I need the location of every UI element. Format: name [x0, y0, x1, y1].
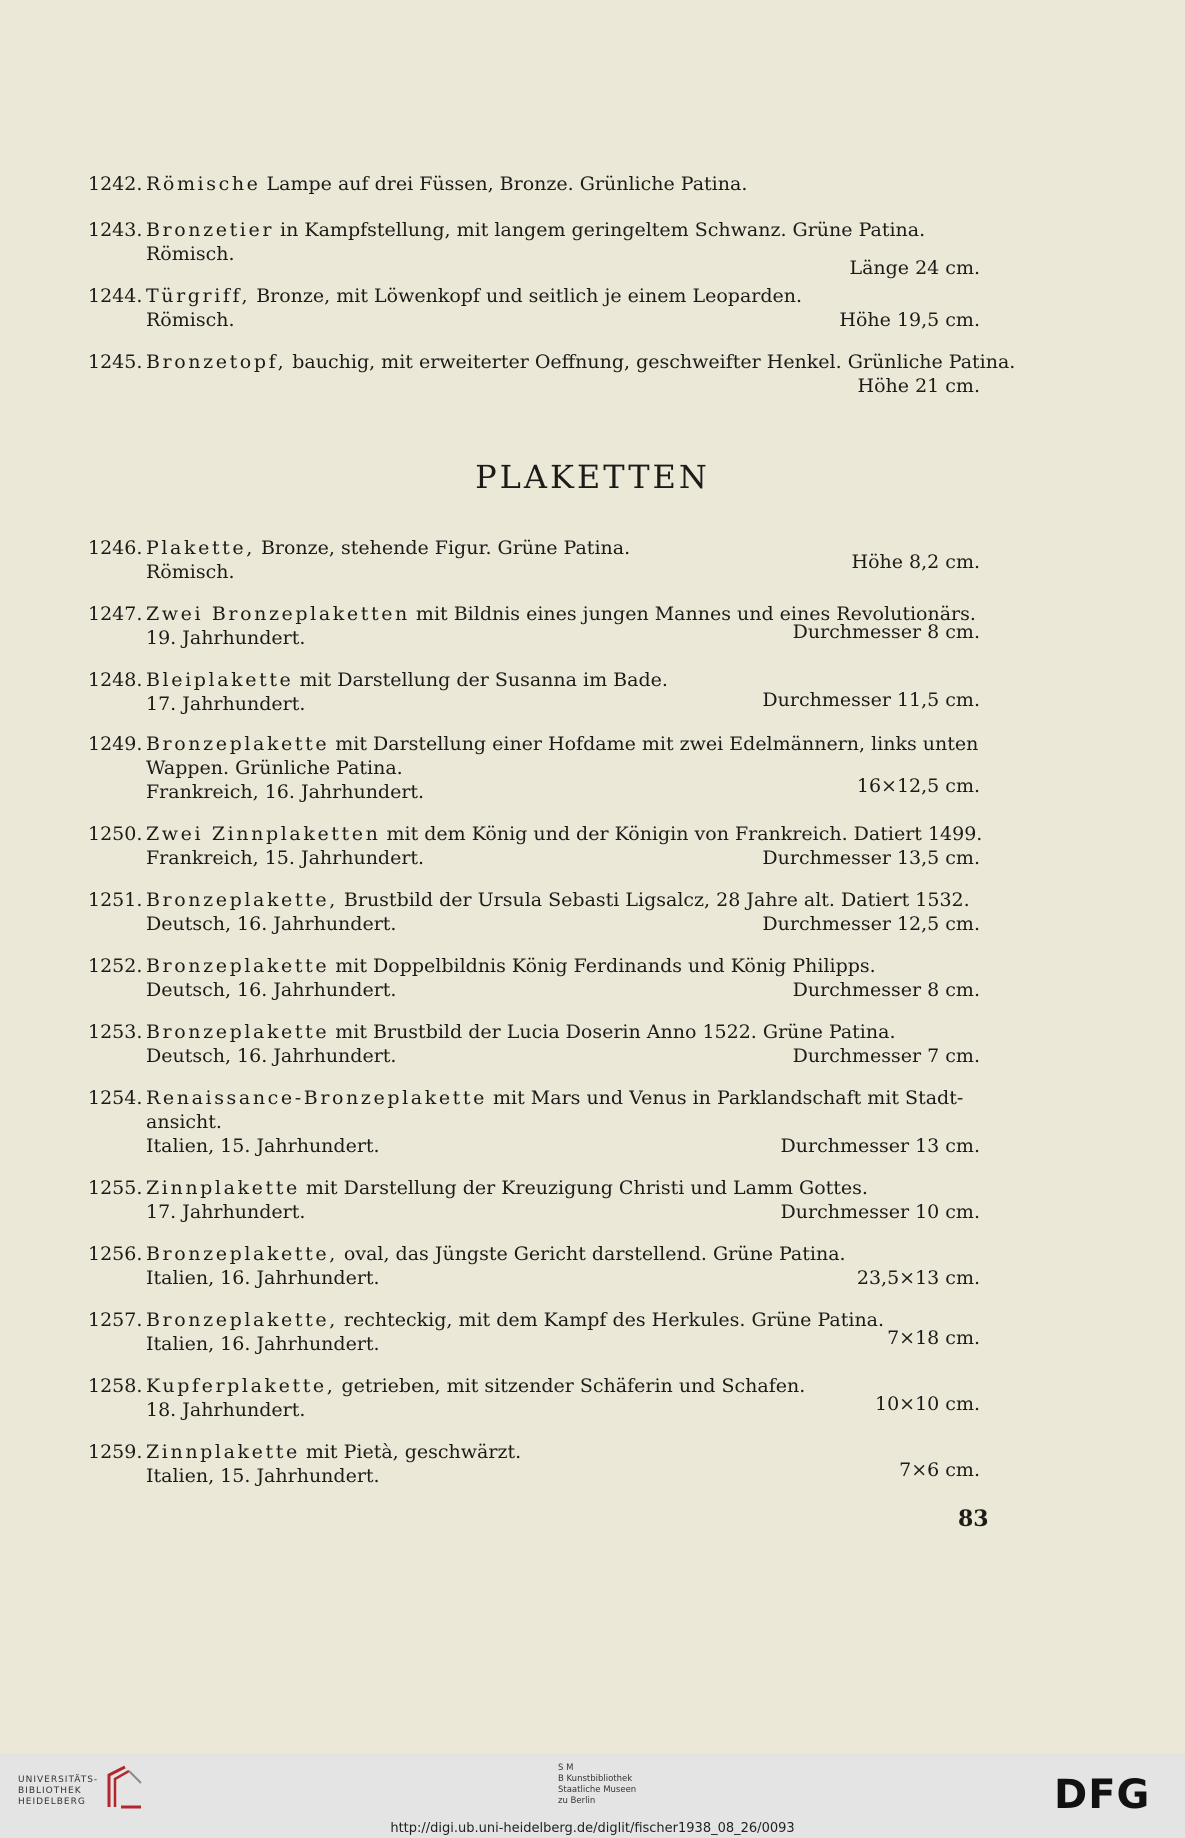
entry-origin: 18. Jahrhundert.: [146, 1399, 306, 1421]
catalog-entry: [88, 888, 980, 936]
entry-text: bauchig, mit erweiterter Oeffnung, geschweifter Henkel. Grünliche Patina.: [286, 351, 1016, 373]
entry-measure: Durchmesser 13,5 cm.: [762, 847, 980, 869]
document-url[interactable]: http://digi.ub.uni-heidelberg.de/diglit/fischer1938_08_26/0093: [390, 1821, 795, 1836]
catalog-entry: [88, 350, 1016, 398]
entry-origin: Deutsch, 16. Jahrhundert.: [146, 1045, 397, 1067]
entry-text: mit Bildnis eines jungen Mannes und eines Revolutionärs.: [409, 603, 976, 625]
sm-kunstbibliothek-label[interactable]: [558, 1763, 636, 1807]
entry-text: mit Darstellung der Kreuzigung Christi und Lamm Gottes.: [299, 1177, 868, 1199]
entry-number: 1252.: [88, 955, 143, 977]
entry-measure: Höhe 8,2 cm.: [851, 551, 980, 573]
entry-text: Bronze, stehende Figur. Grüne Patina.: [254, 537, 631, 559]
viewer-footer: [0, 1753, 1185, 1838]
catalog-entry: [88, 1374, 980, 1422]
entry-title: Bronzetopf,: [146, 351, 287, 373]
entry-title: Zwei Zinnplaketten: [146, 823, 381, 845]
entry-origin: Italien, 15. Jahrhundert.: [146, 1465, 380, 1487]
entry-number: 1258.: [88, 1375, 143, 1397]
catalog-entry: [88, 602, 980, 650]
entry-origin: Wappen. Grünliche Patina.: [146, 757, 403, 779]
catalog-entry: [88, 1086, 980, 1158]
sm-line: B Kunstbibliothek: [558, 1774, 633, 1784]
entry-text: mit Pietà, geschwärzt.: [299, 1441, 522, 1463]
entry-title: Römische: [146, 173, 261, 195]
entry-origin: Italien, 16. Jahrhundert.: [146, 1267, 380, 1289]
catalog-entry: [88, 668, 980, 716]
entry-title: Kupferplakette,: [146, 1375, 336, 1397]
entry-title: Zinnplakette: [146, 1441, 300, 1463]
entry-title: Renaissance-Bronzeplakette: [146, 1087, 487, 1109]
entry-measure: Durchmesser 12,5 cm.: [762, 913, 980, 935]
entry-measure: Höhe 19,5 cm.: [839, 309, 980, 331]
catalog-entry: [88, 284, 980, 332]
entry-origin: 19. Jahrhundert.: [146, 627, 306, 649]
catalog-entry: [88, 536, 980, 584]
heidelberg-logo-icon[interactable]: [105, 1763, 145, 1811]
page-number: 83: [958, 1506, 989, 1532]
entry-measure: Durchmesser 8 cm.: [792, 979, 980, 1001]
entry-origin: Römisch.: [146, 243, 235, 265]
entry-origin: 17. Jahrhundert.: [146, 1201, 306, 1223]
catalog-entry: [88, 822, 983, 870]
catalog-entry: [88, 1308, 980, 1356]
entry-text: mit Doppelbildnis König Ferdinands und König Philipps.: [329, 955, 876, 977]
entry-number: 1246.: [88, 537, 143, 559]
entry-measure: 7×18 cm.: [887, 1327, 980, 1349]
entry-origin: Deutsch, 16. Jahrhundert.: [146, 913, 397, 935]
university-library-label[interactable]: [18, 1775, 98, 1808]
entry-title: Bronzetier: [146, 219, 275, 241]
entry-text: mit Darstellung der Susanna im Bade.: [293, 669, 668, 691]
entry-origin: ansicht.: [146, 1111, 222, 1133]
catalog-entry: [88, 172, 980, 196]
entry-origin: Deutsch, 16. Jahrhundert.: [146, 979, 397, 1001]
entry-title: Bronzeplakette,: [146, 889, 338, 911]
entry-text: Brustbild der Ursula Sebasti Ligsalcz, 28 Jahre alt. Datiert 1532.: [337, 889, 970, 911]
sm-line: Staatliche Museen: [558, 1785, 637, 1795]
entry-number: 1253.: [88, 1021, 143, 1043]
entry-origin: Italien, 15. Jahrhundert.: [146, 1135, 380, 1157]
entry-measure: Höhe 21 cm.: [857, 375, 980, 397]
entry-origin: Frankreich, 16. Jahrhundert.: [146, 781, 425, 803]
uni-line: HEIDELBERG: [18, 1797, 86, 1807]
entry-origin: Römisch.: [146, 561, 235, 583]
entry-text: in Kampfstellung, mit langem geringeltem Schwanz. Grüne Patina.: [274, 219, 926, 241]
entry-number: 1259.: [88, 1441, 143, 1463]
entry-title: Bronzeplakette: [146, 955, 330, 977]
entry-measure: Durchmesser 13 cm.: [780, 1135, 980, 1157]
entry-title: Zwei Bronzeplaketten: [146, 603, 410, 625]
entry-number: 1251.: [88, 889, 143, 911]
entry-number: 1245.: [88, 351, 143, 373]
catalog-entry: [88, 1020, 980, 1068]
entry-title: Bronzeplakette,: [146, 1309, 338, 1331]
entry-measure: Durchmesser 8 cm.: [792, 621, 980, 643]
entry-measure: Durchmesser 10 cm.: [780, 1201, 980, 1223]
catalog-entry: [88, 954, 980, 1002]
entry-text: Bronze, mit Löwenkopf und seitlich je einem Leoparden.: [250, 285, 803, 307]
entry-measure: Durchmesser 11,5 cm.: [762, 689, 980, 711]
entry-title: Bleiplakette: [146, 669, 294, 691]
entry-number: 1248.: [88, 669, 143, 691]
entry-text: mit Mars und Venus in Parklandschaft mit Stadt-: [486, 1087, 964, 1109]
entry-text: mit dem König und der Königin von Frankreich. Datiert 1499.: [380, 823, 983, 845]
entry-title: Bronzeplakette: [146, 1021, 330, 1043]
entry-origin: Römisch.: [146, 309, 235, 331]
uni-line: BIBLIOTHEK: [18, 1786, 82, 1796]
entry-origin: 17. Jahrhundert.: [146, 693, 306, 715]
entry-title: Bronzeplakette,: [146, 1243, 338, 1265]
entry-text: rechteckig, mit dem Kampf des Herkules. Grüne Patina.: [337, 1309, 885, 1331]
catalog-entry: [88, 218, 980, 279]
entry-number: 1256.: [88, 1243, 143, 1265]
entry-text: oval, das Jüngste Gericht darstellend. Grüne Patina.: [337, 1243, 846, 1265]
entry-number: 1255.: [88, 1177, 143, 1199]
entry-number: 1249.: [88, 733, 143, 755]
catalog-entry: [88, 1440, 980, 1488]
entry-title: Türgriff,: [146, 285, 251, 307]
entry-text: Lampe auf drei Füssen, Bronze. Grünliche Patina.: [260, 173, 748, 195]
entry-measure: Länge 24 cm.: [849, 257, 980, 279]
catalog-entry: [88, 1176, 980, 1224]
entry-number: 1250.: [88, 823, 143, 845]
entry-number: 1244.: [88, 285, 143, 307]
entry-measure: 16×12,5 cm.: [856, 775, 980, 797]
dfg-logo[interactable]: DFG: [1054, 1772, 1151, 1818]
entry-title: Bronzeplakette: [146, 733, 330, 755]
entry-text: mit Darstellung einer Hofdame mit zwei Edelmännern, links unten: [329, 733, 979, 755]
catalog-entry: [88, 732, 980, 804]
catalog-entry: [88, 1242, 980, 1290]
entry-measure: 10×10 cm.: [874, 1393, 980, 1415]
entry-measure: Durchmesser 7 cm.: [792, 1045, 980, 1067]
entry-origin: Italien, 16. Jahrhundert.: [146, 1333, 380, 1355]
entry-number: 1247.: [88, 603, 143, 625]
entry-measure: 23,5×13 cm.: [856, 1267, 980, 1289]
entry-measure: 7×6 cm.: [899, 1459, 980, 1481]
entry-title: Plakette,: [146, 537, 255, 559]
entry-text: getrieben, mit sitzender Schäferin und Schafen.: [335, 1375, 806, 1397]
section-heading: PLAKETTEN: [475, 458, 710, 496]
uni-line: UNIVERSITÄTS-: [18, 1775, 99, 1785]
entry-text: mit Brustbild der Lucia Doserin Anno 1522. Grüne Patina.: [329, 1021, 896, 1043]
entry-number: 1243.: [88, 219, 143, 241]
entry-number: 1254.: [88, 1087, 143, 1109]
entry-number: 1257.: [88, 1309, 143, 1331]
entry-origin: Frankreich, 15. Jahrhundert.: [146, 847, 425, 869]
sm-line: S M: [558, 1763, 574, 1773]
sm-line: zu Berlin: [558, 1796, 596, 1806]
entry-title: Zinnplakette: [146, 1177, 300, 1199]
entry-number: 1242.: [88, 173, 143, 195]
